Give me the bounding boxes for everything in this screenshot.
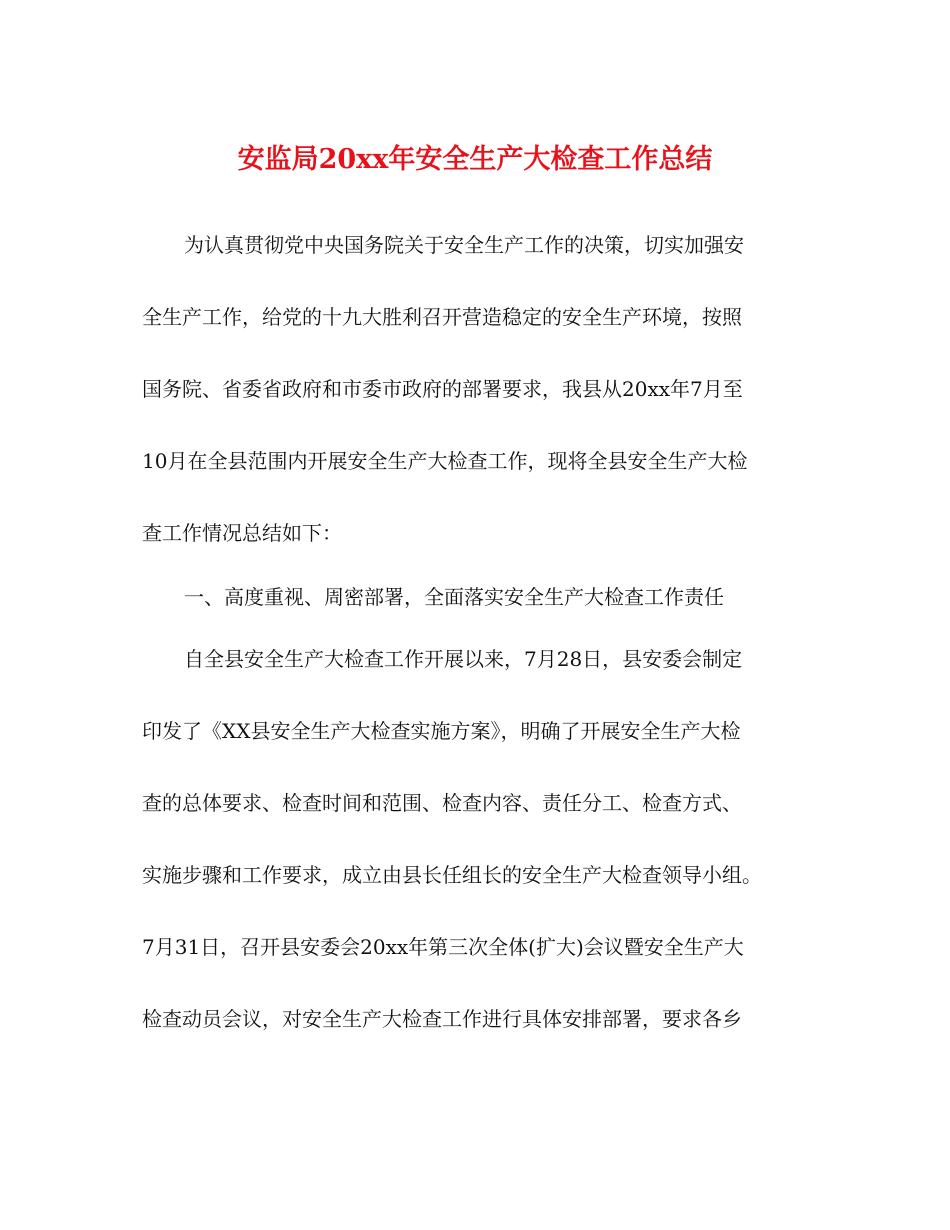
paragraph-1-line-4: 10月在全县范围内开展安全生产大检查工作，现将全县安全生产大检 bbox=[142, 449, 748, 473]
section-heading-1: 一、高度重视、周密部署，全面落实安全生产大检查工作责任 bbox=[184, 585, 724, 609]
paragraph-2-line-3: 查的总体要求、检查时间和范围、检查内容、责任分工、检查方式、 bbox=[142, 791, 742, 815]
paragraph-1-line-3: 国务院、省委省政府和市委市政府的部署要求，我县从20xx年7月至 bbox=[142, 377, 743, 401]
paragraph-2-line-1: 自全县安全生产大检查工作开展以来，7月28日，县安委会制定 bbox=[184, 647, 743, 671]
paragraph-2-line-4: 实施步骤和工作要求，成立由县长任组长的安全生产大检查领导小组。 bbox=[142, 863, 762, 887]
paragraph-1-line-5: 查工作情况总结如下： bbox=[142, 521, 342, 545]
paragraph-1-line-2: 全生产工作，给党的十九大胜利召开营造稳定的安全生产环境，按照 bbox=[142, 305, 742, 329]
document-title: 安监局20xx年安全生产大检查工作总结 bbox=[237, 144, 713, 175]
paragraph-1-line-1: 为认真贯彻党中央国务院关于安全生产工作的决策，切实加强安 bbox=[184, 233, 744, 257]
paragraph-2-line-5: 7月31日，召开县安委会20xx年第三次全体(扩大)会议暨安全生产大 bbox=[142, 935, 744, 959]
paragraph-2-line-6: 检查动员会议，对安全生产大检查工作进行具体安排部署，要求各乡 bbox=[142, 1007, 742, 1031]
paragraph-2-line-2: 印发了《XX县安全生产大检查实施方案》，明确了开展安全生产大检 bbox=[142, 719, 741, 743]
